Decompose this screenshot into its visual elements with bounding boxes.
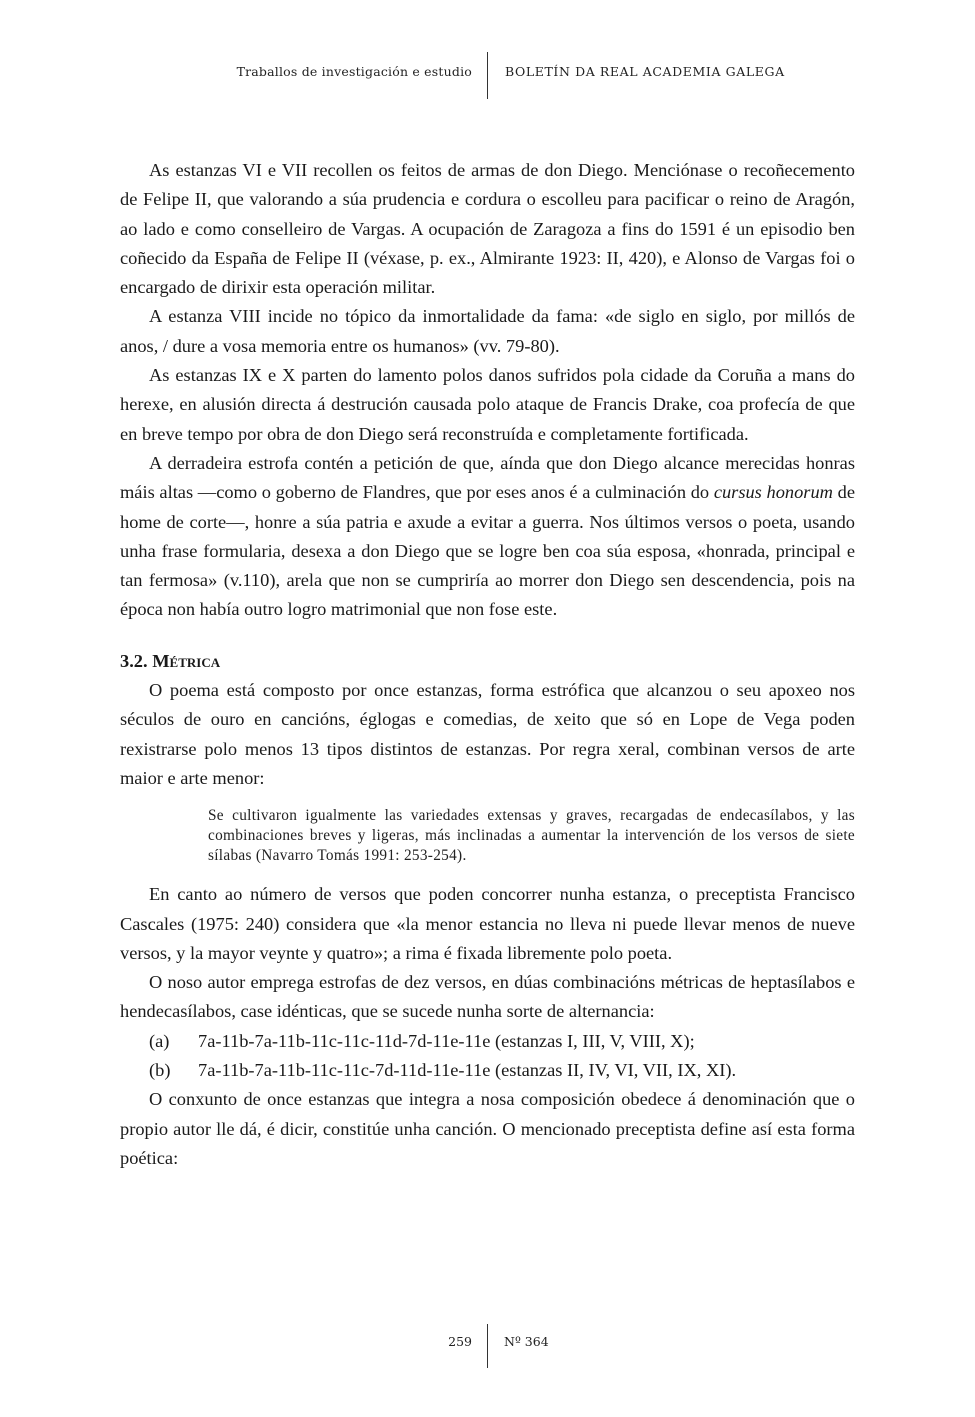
footer-divider <box>487 1324 488 1368</box>
page-number: 259 <box>448 1334 472 1349</box>
formula-label: (a) <box>149 1030 170 1051</box>
paragraph: A estanza VIII incide no tópico da inmortalidade da fama: «de siglo en siglo, por millós de anos, / dure a vosa memoria entre os humanos» (vv. 79-80). <box>120 306 855 356</box>
formula-label: (b) <box>149 1060 171 1081</box>
paragraph: O poema está composto por once estanzas, forma estrófica que alcanzou o seu apoxeo nos séculos de ouro en cancións, églogas e comedias, de xeito que só en Lope de Vega poden rexistrarse polo menos 13 tipos distintos de estanzas. Por regra xeral, combinan versos de arte maior e arte menor: <box>120 680 855 788</box>
block-quote: Se cultivaron igualmente las variedades extensas y graves, recargadas de endecasílabos, y las combinaciones breves y ligeras, más inclinadas a aumentar la intervención de los versos de siete sílabas (Navarro Tomás 1991: 253-254). <box>208 807 855 865</box>
latin-term: cursus honorum <box>713 482 833 503</box>
section-number: 3.2. <box>120 650 148 671</box>
formula-text: 7a-11b-7a-11b-11c-11c-11d-7d-11e-11e (estanzas I, III, V, VIII, X); <box>198 1030 695 1051</box>
rhyme-scheme-b <box>149 1056 855 1085</box>
paragraph-text: A derradeira estrofa contén a petición de que, aínda que don Diego alcance merecidas honras máis altas —como o goberno de Flandres, que por eses anos é a culminación do <box>120 452 855 503</box>
paragraph: O conxunto de once estanzas que integra a nosa composición obedece á denominación que o propio autor lle dá, é dicir, constitúe unha canción. O mencionado preceptista define así esta forma poética: <box>120 1089 855 1168</box>
paragraph: O noso autor emprega estrofas de dez versos, en dúas combinacións métricas de heptasílabos e hendecasílabos, case idénticas, que se sucede nunha sorte de alternancia: <box>120 972 855 1022</box>
running-header-journal: BOLETÍN DA REAL ACADEMIA GALEGA <box>505 64 785 79</box>
formula-text: 7a-11b-7a-11b-11c-11c-7d-11d-11e-11e (estanzas II, IV, VI, VII, IX, XI). <box>198 1060 737 1081</box>
header-divider <box>487 52 488 99</box>
section-heading <box>120 647 855 676</box>
paragraph: As estanzas VI e VII recollen os feitos de armas de don Diego. Menciónase o recoñecemento de Felipe II, que valorando a súa prudencia e cordura o escolleu para pacificar o reino de Aragón, ao lado e como conselleiro de Vargas. A ocupación de Zaragoza a fins do 1591 é un episodio ben coñecido da España de Felipe II (véxase, p. ex., Almirante 1923: II, 420), e Alonso de Vargas foi o encargado de dirixir esta operación militar. <box>120 160 855 298</box>
page-body <box>120 156 855 1173</box>
section-title: Métrica <box>152 650 221 671</box>
paragraph: En canto ao número de versos que poden concorrer nunha estanza, o preceptista Francisco Cascales (1975: 240) considera que «la menor estancia no lleva ni puede llevar menos de nueve versos, y la mayor veynte y quatro»; a rima é fixada libremente polo poeta. <box>120 884 855 963</box>
rhyme-scheme-a <box>149 1027 855 1056</box>
running-header-section: Traballos de investigación e estudio <box>236 64 472 79</box>
paragraph-text: de home de corte—, honre a súa patria e axude a evitar a guerra. Nos últimos versos o poeta, usando unha frase formularia, desexa a don Diego que se logre ben coa súa esposa, «honrada, principal e tan fermosa» (v.110), arela que non se cumpriría ao morrer don Diego sen descendencia, pois na época non había outro logro matrimonial que non fose este. <box>120 482 855 620</box>
paragraph: As estanzas IX e X parten do lamento polos danos sufridos pola cidade da Coruña a mans do herexe, en alusión directa á destrución causada polo ataque de Francis Drake, coa profecía de que en breve tempo por obra de don Diego será reconstruída e completamente fortificada. <box>120 365 855 444</box>
issue-number: Nº 364 <box>504 1334 549 1349</box>
paragraph <box>120 449 855 625</box>
